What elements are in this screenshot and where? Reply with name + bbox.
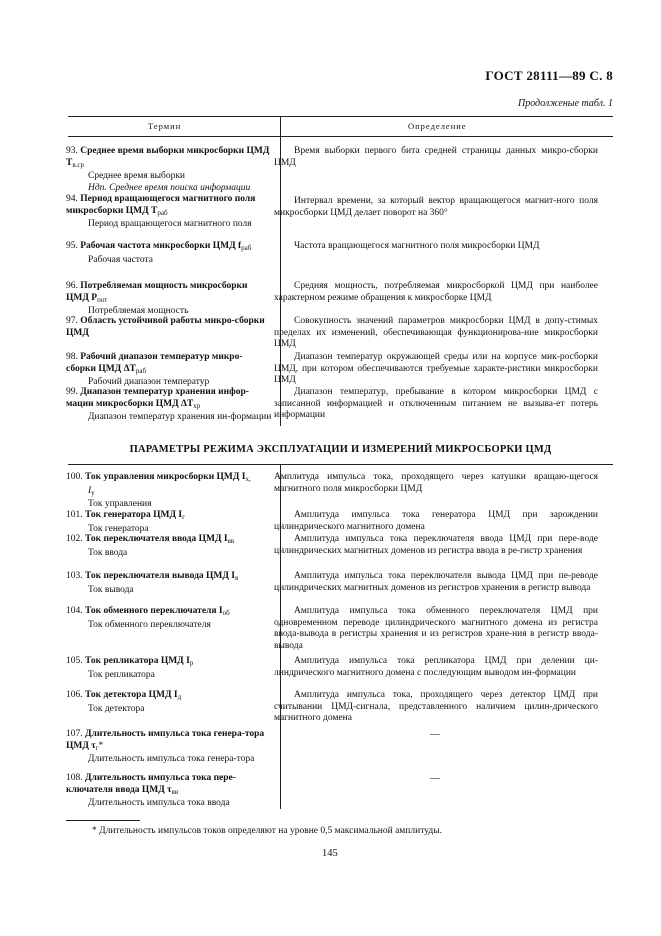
definition-text: Амплитуда импульса тока переключателя ввода ЦМД при пере-воде цилиндрических магнитных доменов из регистра ввода в ре-гистр хранения [274,534,598,556]
term-symbol-sub: хр [193,401,201,410]
standard-header: ГОСТ 28111—89 С. 8 [485,68,613,83]
term-symbol-sub: вв [171,787,179,796]
term-row [66,241,272,266]
term-symbol-sub: раб [135,366,147,375]
definition-text: Амплитуда импульса тока генератора ЦМД при зарождении цилиндрического магнитного домена [274,510,598,532]
term-symbol-sub: в.ср [72,160,85,169]
term-synonym: Ток обменного переключателя [88,619,211,630]
term-symbol-sub: x, [245,475,251,483]
term-row [66,472,272,511]
term-synonym: Ток ввода [88,547,128,558]
term-name: Длительность импульса тока пере-ключателя ввода ЦМД τ [66,773,236,795]
term-name: Ток переключателя вывода ЦМД I [85,571,235,581]
term-number: 100. [66,472,83,482]
term-symbol-sub: пот [97,295,108,304]
term-symbol-sub: об [222,609,230,617]
footnote-text: * Длительность импульсов токов определяют на уровне 0,5 максимальной амплитуды. [92,826,442,836]
term-symbol-sub: д [177,693,182,701]
term-synonym: Период вращающегося магнитного поля [88,219,252,230]
term-row [66,571,272,596]
term-number: 102. [66,534,83,544]
term-row [66,194,272,231]
term-deprecated: Ндп. Среднее время поиска информации [88,182,251,193]
term-synonym: Ток детектора [88,703,145,714]
term-name: Длительность импульса тока генера-тора ЦМД τ [66,729,265,751]
term-number: 97. [66,316,78,326]
term-name: Диапазон температур хранения инфор-мации микросборки ЦМД ΔT [66,387,249,409]
term-number: 95. [66,241,78,251]
term-synonym: Длительность импульса тока ввода [88,798,230,809]
definition-text: Совокупность значений параметров микросборки ЦМД в допу-стимых пределах их изменений, обеспечивающая функционирова-ние микросборки ЦМД [274,316,598,350]
definition-text: Диапазон температур, пребывание в котором микросборки ЦМД с записанной информацией и отключенным питанием не вызыва-ет потерь информации [274,387,598,421]
term-number: 93. [66,146,78,156]
footnote-marker: * [98,740,104,751]
term-row [66,534,272,559]
term-number: 96. [66,281,78,291]
term-row [66,606,272,631]
term-row [66,146,272,194]
definition-text: Время выборки первого бита средней страницы данных микро-сборки ЦМД [274,146,598,168]
term-symbol-sub: г [182,513,185,521]
table-top-rule [68,116,613,117]
definition-text: Диапазон температур окружающей среды или на корпусе мик-росборки ЦМД, при котором обеспечиваются требуемые характе-ристики микросборки ЦМД [274,352,598,386]
term-row [66,729,272,766]
term-number: 106. [66,690,83,700]
term-name: Ток переключателя ввода ЦМД I [85,534,228,544]
term-number: 107. [66,729,83,739]
term-number: 104. [66,606,83,616]
term-symbol-sub: раб [157,208,168,217]
table-continuation-label: Продолженые табл. 1 [517,98,613,109]
page-number: 145 [322,848,338,859]
term-synonym: Среднее время выборки [88,171,186,182]
definition-dash: — [430,729,440,740]
column-header-term: Термин [148,121,182,131]
term-name: Область устойчивой работы микро-сборки ЦМД [66,316,265,338]
term-synonym: Рабочая частота [88,254,153,265]
term-number: 103. [66,571,83,581]
term-name: Среднее время выборки микросборки ЦМД T [66,146,270,168]
term-name: Ток детектора ЦМД I [85,690,178,700]
term-name: Ток обменного переключателя I [85,606,223,616]
term-symbol-sub: раб [241,244,252,252]
term-synonym: Ток генератора [88,523,149,534]
term-row [66,656,272,681]
term-synonym: Диапазон температур хранения ин-формации [88,412,272,423]
term-name: Рабочая частота микросборки ЦМД f [80,241,242,251]
term-synonym: Потребляемая мощность [88,306,189,317]
term-number: 101. [66,510,83,520]
term-symbol-sub: вв [227,537,235,545]
column-header-definition: Определение [408,121,467,131]
term-row [66,773,272,810]
term-number: 94. [66,194,78,204]
term-symbol-sub: в [234,574,239,582]
term-name: Ток генератора ЦМД I [85,510,183,520]
term-number: 105. [66,656,83,666]
section-rule [68,464,613,465]
table-header-rule [68,136,613,137]
definition-text: Средняя мощность, потребляемая микросборкой ЦМД при наиболее характерном режиме обращения к микросборке ЦМД [274,281,598,303]
definition-text: Амплитуда импульса тока обменного переключателя ЦМД при одновременном переводе цилиндрического магнитного домена из регистра ввода-вывода в регистры хранения и из регистров хране-ния в регистр ввода-вывода [274,606,598,651]
term-symbol-sub: р [189,659,194,667]
term-name: Рабочий диапазон температур микро-сборки ЦМД ΔT [66,352,243,374]
term-synonym: Ток управления [88,499,152,510]
term-synonym: Ток вывода [88,584,134,595]
term-row [66,316,272,339]
definition-text: Интервал времени, за который вектор вращающегося магнит-ного поля микросборки ЦМД делает поворот на 360° [274,196,598,218]
definition-text: Амплитуда импульса тока, проходящего через детектор ЦМД при считывании ЦМД-сигнала, представленного наличием цилин-дрического магнитного домена [274,690,598,724]
term-row [66,281,272,318]
section-title: ПАРАМЕТРЫ РЕЖИМА ЭКСПЛУАТАЦИИ И ИЗМЕРЕНИЙ МИКРОСБОРКИ ЦМД [129,444,552,455]
term-symbol-sub: г [95,743,99,752]
term-synonym: Длительность импульса тока генера-тора [88,754,255,765]
term-name: Период вращающегося магнитного поля микросборки ЦМД T [66,194,256,216]
term-name: Потребляемая мощность микросборки ЦМД P [66,281,248,303]
term-synonym: Рабочий диапазон температур [88,377,210,388]
term-row [66,352,272,389]
definition-text: Частота вращающегося магнитного поля микросборки ЦМД [294,241,540,251]
term-row [66,387,272,424]
footnote-rule [66,820,140,821]
term-row [66,690,272,715]
term-symbol-extra: $I_y$ [88,485,95,497]
term-row [66,510,272,535]
definition-text: Амплитуда импульса тока переключателя вывода ЦМД при пе-реводе цилиндрических магнитных доменов из регистров хранения в регистр вывода [274,571,598,593]
term-synonym: Ток репликатора [88,669,155,680]
term-number: 108. [66,773,83,783]
definition-text: Амплитуда импульса тока репликатора ЦМД при делении ци-линдрического магнитного домена с последующим выводом ин-формации [274,656,598,678]
term-number: 98. [66,352,78,362]
definition-text: Амплитуда импульса тока, проходящего через катушки вращаю-щегося магнитного поля микросборки ЦМД [274,472,598,494]
definition-dash: — [430,773,440,784]
term-name: Ток управления микросборки ЦМД I [85,472,246,482]
term-number: 99. [66,387,78,397]
term-name: Ток репликатора ЦМД I [85,656,190,666]
